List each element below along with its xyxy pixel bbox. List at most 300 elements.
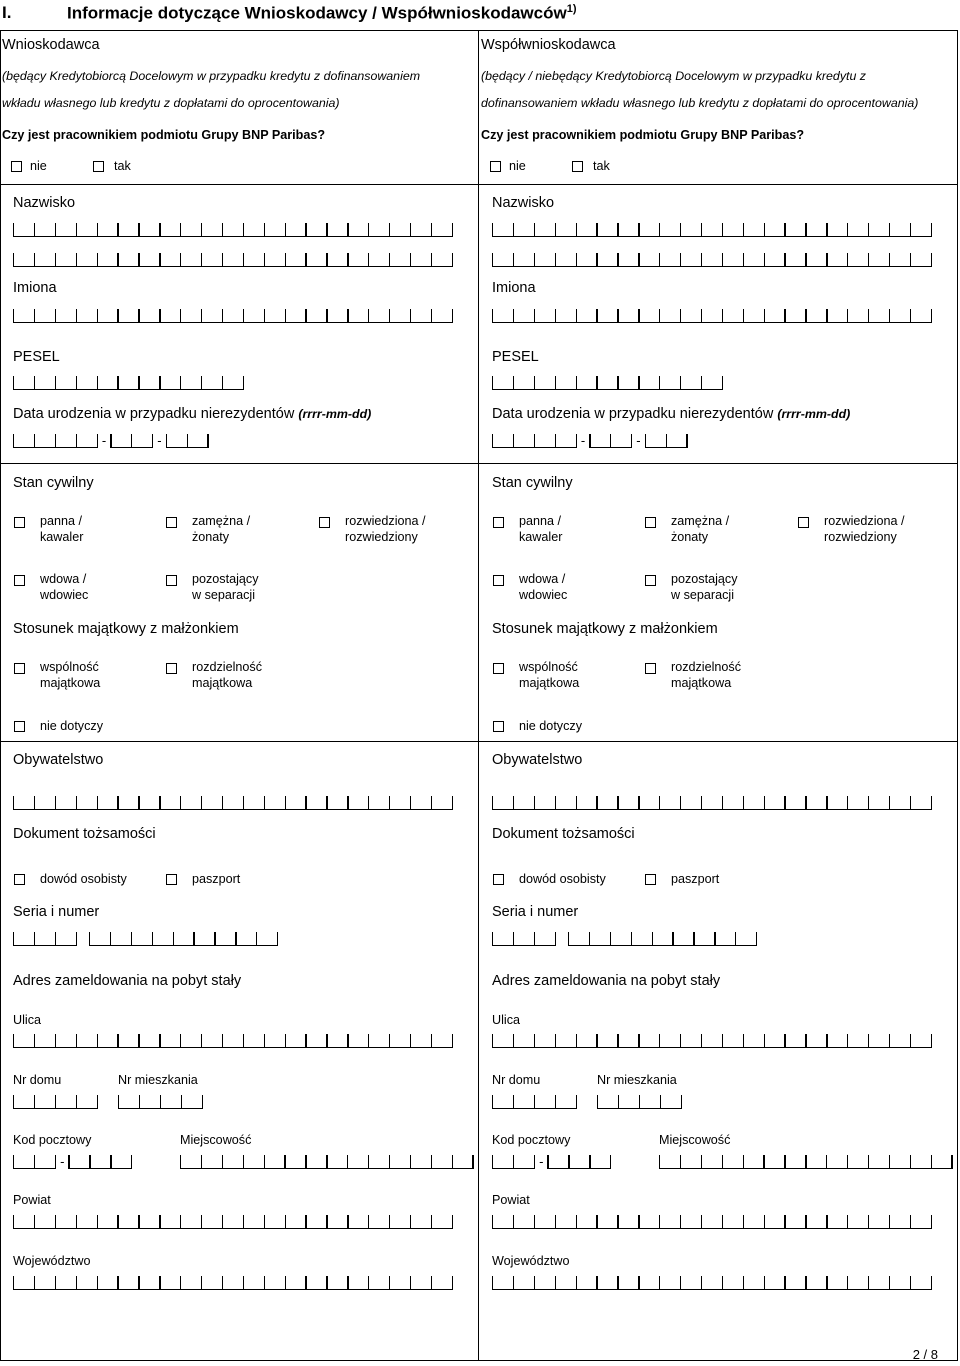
comb-cell[interactable] bbox=[598, 1047, 618, 1048]
comb-cell[interactable] bbox=[132, 447, 152, 448]
comb-cell[interactable] bbox=[744, 809, 764, 810]
comb-cell[interactable] bbox=[493, 1228, 513, 1229]
comb-cell[interactable] bbox=[786, 266, 806, 267]
comb-cell[interactable] bbox=[161, 1228, 181, 1229]
comb-cell[interactable] bbox=[328, 1228, 348, 1229]
comb-cell[interactable] bbox=[98, 389, 118, 390]
co-applicant-postal-code-field-group[interactable] bbox=[492, 1155, 535, 1169]
comb-cell[interactable] bbox=[432, 1047, 452, 1048]
comb-cell[interactable] bbox=[119, 1289, 139, 1290]
comb-cell[interactable] bbox=[77, 1228, 97, 1229]
comb-cell[interactable] bbox=[493, 1047, 513, 1048]
comb-cell[interactable] bbox=[77, 389, 97, 390]
comb-cell[interactable] bbox=[765, 322, 785, 323]
comb-cell[interactable] bbox=[514, 322, 534, 323]
comb-cell[interactable] bbox=[244, 1289, 264, 1290]
comb-cell[interactable] bbox=[640, 322, 660, 323]
comb-cell[interactable] bbox=[827, 1168, 847, 1169]
comb-cell[interactable] bbox=[807, 236, 827, 237]
comb-cell[interactable] bbox=[369, 1168, 389, 1169]
comb-cell[interactable] bbox=[786, 1228, 806, 1229]
comb-cell[interactable] bbox=[35, 809, 55, 810]
applicant-marital-option-4-checkbox[interactable] bbox=[166, 575, 177, 586]
comb-cell[interactable] bbox=[202, 809, 222, 810]
comb-cell[interactable] bbox=[723, 1168, 743, 1169]
comb-cell[interactable] bbox=[140, 1228, 160, 1229]
comb-cell[interactable] bbox=[911, 1168, 931, 1169]
comb-cell[interactable] bbox=[660, 1047, 680, 1048]
comb-cell[interactable] bbox=[161, 809, 181, 810]
co-applicant-voivodeship-field[interactable] bbox=[492, 1276, 932, 1290]
comb-cell[interactable] bbox=[14, 945, 34, 946]
comb-cell[interactable] bbox=[619, 266, 639, 267]
comb-cell[interactable] bbox=[349, 1047, 369, 1048]
comb-cell[interactable] bbox=[390, 1047, 410, 1048]
comb-cell[interactable] bbox=[556, 389, 576, 390]
comb-cell[interactable] bbox=[674, 945, 694, 946]
comb-cell[interactable] bbox=[535, 1289, 555, 1290]
co-applicant-not-applicable-checkbox[interactable] bbox=[493, 721, 504, 732]
comb-cell[interactable] bbox=[56, 389, 76, 390]
comb-cell[interactable] bbox=[411, 266, 431, 267]
comb-cell[interactable] bbox=[681, 266, 701, 267]
comb-cell[interactable] bbox=[848, 809, 868, 810]
comb-cell[interactable] bbox=[577, 1228, 597, 1229]
comb-cell[interactable] bbox=[223, 1228, 243, 1229]
comb-cell[interactable] bbox=[90, 945, 110, 946]
comb-cell[interactable] bbox=[112, 1168, 132, 1169]
comb-cell[interactable] bbox=[223, 322, 243, 323]
comb-cell[interactable] bbox=[390, 809, 410, 810]
comb-cell[interactable] bbox=[56, 322, 76, 323]
comb-cell[interactable] bbox=[848, 236, 868, 237]
comb-cell[interactable] bbox=[535, 945, 555, 946]
comb-cell[interactable] bbox=[848, 1228, 868, 1229]
comb-cell[interactable] bbox=[640, 1289, 660, 1290]
comb-cell[interactable] bbox=[493, 389, 513, 390]
comb-cell[interactable] bbox=[598, 1228, 618, 1229]
comb-cell[interactable] bbox=[140, 266, 160, 267]
comb-cell[interactable] bbox=[77, 809, 97, 810]
comb-cell[interactable] bbox=[577, 266, 597, 267]
co-applicant-employee-yes-checkbox[interactable] bbox=[572, 161, 583, 172]
comb-cell[interactable] bbox=[223, 236, 243, 237]
comb-cell[interactable] bbox=[257, 945, 277, 946]
comb-cell[interactable] bbox=[911, 809, 931, 810]
comb-cell[interactable] bbox=[223, 1168, 243, 1169]
comb-cell[interactable] bbox=[765, 809, 785, 810]
comb-cell[interactable] bbox=[723, 1228, 743, 1229]
comb-cell[interactable] bbox=[182, 1108, 202, 1109]
comb-cell[interactable] bbox=[869, 322, 889, 323]
comb-cell[interactable] bbox=[514, 945, 534, 946]
comb-cell[interactable] bbox=[493, 1289, 513, 1290]
comb-cell[interactable] bbox=[535, 809, 555, 810]
comb-cell[interactable] bbox=[35, 1047, 55, 1048]
comb-cell[interactable] bbox=[681, 322, 701, 323]
co-applicant-series-number-field-group[interactable] bbox=[568, 932, 757, 946]
co-applicant-property-option-1-checkbox[interactable] bbox=[645, 663, 656, 674]
co-applicant-first-names-field[interactable] bbox=[492, 309, 932, 323]
comb-cell[interactable] bbox=[702, 809, 722, 810]
comb-cell[interactable] bbox=[619, 236, 639, 237]
comb-cell[interactable] bbox=[598, 809, 618, 810]
comb-cell[interactable] bbox=[598, 236, 618, 237]
co-applicant-birth-date-field-group[interactable] bbox=[492, 434, 577, 448]
comb-cell[interactable] bbox=[432, 809, 452, 810]
comb-cell[interactable] bbox=[56, 1228, 76, 1229]
applicant-property-option-0-checkbox[interactable] bbox=[14, 663, 25, 674]
comb-cell[interactable] bbox=[56, 1047, 76, 1048]
comb-cell[interactable] bbox=[140, 322, 160, 323]
comb-cell[interactable] bbox=[369, 266, 389, 267]
comb-cell[interactable] bbox=[619, 1108, 639, 1109]
comb-cell[interactable] bbox=[869, 1228, 889, 1229]
comb-cell[interactable] bbox=[577, 322, 597, 323]
applicant-citizenship-field[interactable] bbox=[13, 796, 453, 810]
comb-cell[interactable] bbox=[828, 1289, 848, 1290]
comb-cell[interactable] bbox=[514, 1108, 534, 1109]
comb-cell[interactable] bbox=[390, 266, 410, 267]
comb-cell[interactable] bbox=[591, 447, 611, 448]
comb-cell[interactable] bbox=[98, 1228, 118, 1229]
co-applicant-flat-no-field[interactable] bbox=[597, 1095, 682, 1109]
comb-cell[interactable] bbox=[56, 447, 76, 448]
applicant-pesel-field-group[interactable] bbox=[13, 376, 244, 390]
comb-cell[interactable] bbox=[577, 809, 597, 810]
comb-cell[interactable] bbox=[244, 1228, 264, 1229]
comb-cell[interactable] bbox=[35, 1168, 55, 1169]
comb-cell[interactable] bbox=[119, 322, 139, 323]
comb-cell[interactable] bbox=[265, 236, 285, 237]
comb-cell[interactable] bbox=[619, 389, 639, 390]
comb-cell[interactable] bbox=[556, 1108, 576, 1109]
applicant-surname-field-2[interactable] bbox=[13, 253, 453, 267]
comb-cell[interactable] bbox=[244, 809, 264, 810]
comb-cell[interactable] bbox=[535, 1047, 555, 1048]
comb-cell[interactable] bbox=[307, 266, 327, 267]
comb-cell[interactable] bbox=[161, 389, 181, 390]
comb-cell[interactable] bbox=[828, 809, 848, 810]
comb-cell[interactable] bbox=[14, 447, 34, 448]
applicant-city-field[interactable] bbox=[180, 1155, 474, 1169]
co-applicant-series-number-field-group[interactable] bbox=[492, 932, 556, 946]
co-applicant-citizenship-field[interactable] bbox=[492, 796, 932, 810]
comb-cell[interactable] bbox=[786, 1047, 806, 1048]
comb-cell[interactable] bbox=[661, 1108, 681, 1109]
comb-cell[interactable] bbox=[56, 236, 76, 237]
applicant-postal-code-field-group[interactable] bbox=[13, 1155, 56, 1169]
comb-cell[interactable] bbox=[514, 1289, 534, 1290]
comb-cell[interactable] bbox=[286, 809, 306, 810]
applicant-series-number-field[interactable] bbox=[13, 932, 278, 946]
comb-cell[interactable] bbox=[369, 236, 389, 237]
comb-cell[interactable] bbox=[514, 1047, 534, 1048]
comb-cell[interactable] bbox=[56, 1289, 76, 1290]
comb-cell[interactable] bbox=[577, 236, 597, 237]
comb-cell[interactable] bbox=[723, 236, 743, 237]
applicant-passport-checkbox[interactable] bbox=[166, 874, 177, 885]
comb-cell[interactable] bbox=[369, 1289, 389, 1290]
applicant-pesel-field[interactable] bbox=[13, 376, 244, 390]
comb-cell[interactable] bbox=[98, 322, 118, 323]
comb-cell[interactable] bbox=[807, 1047, 827, 1048]
applicant-street-field[interactable] bbox=[13, 1034, 453, 1048]
comb-cell[interactable] bbox=[98, 809, 118, 810]
comb-cell[interactable] bbox=[286, 1228, 306, 1229]
comb-cell[interactable] bbox=[702, 236, 722, 237]
co-applicant-surname-field-1[interactable] bbox=[492, 223, 932, 237]
applicant-birth-date-field[interactable] bbox=[13, 434, 209, 448]
comb-cell[interactable] bbox=[77, 322, 97, 323]
comb-cell[interactable] bbox=[70, 1168, 90, 1169]
comb-cell[interactable] bbox=[619, 1047, 639, 1048]
comb-cell[interactable] bbox=[848, 1168, 868, 1169]
co-applicant-voivodeship-field-group[interactable] bbox=[492, 1276, 932, 1290]
comb-cell[interactable] bbox=[723, 1289, 743, 1290]
comb-cell[interactable] bbox=[869, 236, 889, 237]
comb-cell[interactable] bbox=[181, 389, 201, 390]
comb-cell[interactable] bbox=[14, 236, 34, 237]
comb-cell[interactable] bbox=[681, 1228, 701, 1229]
comb-cell[interactable] bbox=[848, 1289, 868, 1290]
comb-cell[interactable] bbox=[77, 1289, 97, 1290]
comb-cell[interactable] bbox=[556, 809, 576, 810]
comb-cell[interactable] bbox=[369, 809, 389, 810]
co-applicant-street-field[interactable] bbox=[492, 1034, 932, 1048]
comb-cell[interactable] bbox=[660, 389, 680, 390]
comb-cell[interactable] bbox=[765, 236, 785, 237]
comb-cell[interactable] bbox=[640, 1228, 660, 1229]
comb-cell[interactable] bbox=[890, 1047, 910, 1048]
comb-cell[interactable] bbox=[577, 1289, 597, 1290]
comb-cell[interactable] bbox=[569, 945, 589, 946]
comb-cell[interactable] bbox=[349, 1289, 369, 1290]
comb-cell[interactable] bbox=[35, 1289, 55, 1290]
applicant-property-option-1-checkbox[interactable] bbox=[166, 663, 177, 674]
comb-cell[interactable] bbox=[111, 945, 131, 946]
comb-cell[interactable] bbox=[890, 236, 910, 237]
comb-cell[interactable] bbox=[723, 809, 743, 810]
comb-cell[interactable] bbox=[786, 236, 806, 237]
comb-cell[interactable] bbox=[188, 447, 208, 448]
comb-cell[interactable] bbox=[411, 236, 431, 237]
applicant-house-no-field-group[interactable] bbox=[13, 1095, 98, 1109]
comb-cell[interactable] bbox=[702, 266, 722, 267]
comb-cell[interactable] bbox=[702, 322, 722, 323]
comb-cell[interactable] bbox=[307, 1168, 327, 1169]
comb-cell[interactable] bbox=[514, 447, 534, 448]
comb-cell[interactable] bbox=[98, 266, 118, 267]
co-applicant-property-option-0-checkbox[interactable] bbox=[493, 663, 504, 674]
applicant-voivodeship-field-group[interactable] bbox=[13, 1276, 453, 1290]
comb-cell[interactable] bbox=[14, 322, 34, 323]
co-applicant-street-field-group[interactable] bbox=[492, 1034, 932, 1048]
comb-cell[interactable] bbox=[890, 1228, 910, 1229]
co-applicant-postal-code-field-group[interactable] bbox=[547, 1155, 611, 1169]
comb-cell[interactable] bbox=[307, 1047, 327, 1048]
comb-cell[interactable] bbox=[556, 1047, 576, 1048]
comb-cell[interactable] bbox=[598, 266, 618, 267]
comb-cell[interactable] bbox=[702, 1047, 722, 1048]
comb-cell[interactable] bbox=[869, 809, 889, 810]
comb-cell[interactable] bbox=[493, 1168, 513, 1169]
comb-cell[interactable] bbox=[265, 809, 285, 810]
comb-cell[interactable] bbox=[140, 809, 160, 810]
comb-cell[interactable] bbox=[619, 1228, 639, 1229]
comb-cell[interactable] bbox=[591, 1168, 611, 1169]
comb-cell[interactable] bbox=[432, 236, 452, 237]
comb-cell[interactable] bbox=[453, 1168, 473, 1169]
comb-cell[interactable] bbox=[432, 266, 452, 267]
comb-cell[interactable] bbox=[493, 236, 513, 237]
comb-cell[interactable] bbox=[681, 236, 701, 237]
applicant-flat-no-field-group[interactable] bbox=[118, 1095, 203, 1109]
comb-cell[interactable] bbox=[223, 1289, 243, 1290]
comb-cell[interactable] bbox=[56, 1108, 76, 1109]
comb-cell[interactable] bbox=[535, 1228, 555, 1229]
comb-cell[interactable] bbox=[736, 945, 756, 946]
co-applicant-city-field-group[interactable] bbox=[659, 1155, 953, 1169]
comb-cell[interactable] bbox=[765, 1047, 785, 1048]
comb-cell[interactable] bbox=[98, 1289, 118, 1290]
comb-cell[interactable] bbox=[807, 1168, 827, 1169]
comb-cell[interactable] bbox=[619, 1289, 639, 1290]
comb-cell[interactable] bbox=[723, 322, 743, 323]
comb-cell[interactable] bbox=[35, 389, 55, 390]
comb-cell[interactable] bbox=[307, 236, 327, 237]
comb-cell[interactable] bbox=[556, 322, 576, 323]
comb-cell[interactable] bbox=[14, 809, 34, 810]
comb-cell[interactable] bbox=[77, 266, 97, 267]
comb-cell[interactable] bbox=[328, 322, 348, 323]
comb-cell[interactable] bbox=[181, 1289, 201, 1290]
comb-cell[interactable] bbox=[598, 1289, 618, 1290]
comb-cell[interactable] bbox=[307, 322, 327, 323]
comb-cell[interactable] bbox=[716, 945, 736, 946]
comb-cell[interactable] bbox=[328, 1289, 348, 1290]
applicant-citizenship-field-group[interactable] bbox=[13, 796, 453, 810]
comb-cell[interactable] bbox=[493, 322, 513, 323]
comb-cell[interactable] bbox=[611, 447, 631, 448]
comb-cell[interactable] bbox=[514, 1228, 534, 1229]
comb-cell[interactable] bbox=[119, 236, 139, 237]
comb-cell[interactable] bbox=[744, 1168, 764, 1169]
comb-cell[interactable] bbox=[77, 236, 97, 237]
co-applicant-flat-no-field-group[interactable] bbox=[597, 1095, 682, 1109]
comb-cell[interactable] bbox=[744, 1289, 764, 1290]
comb-cell[interactable] bbox=[828, 1228, 848, 1229]
comb-cell[interactable] bbox=[328, 236, 348, 237]
applicant-county-field-group[interactable] bbox=[13, 1215, 453, 1229]
comb-cell[interactable] bbox=[153, 945, 173, 946]
comb-cell[interactable] bbox=[702, 1168, 722, 1169]
comb-cell[interactable] bbox=[77, 1047, 97, 1048]
comb-cell[interactable] bbox=[493, 266, 513, 267]
comb-cell[interactable] bbox=[807, 266, 827, 267]
comb-cell[interactable] bbox=[493, 945, 513, 946]
co-applicant-surname-field-2[interactable] bbox=[492, 253, 932, 267]
comb-cell[interactable] bbox=[807, 1228, 827, 1229]
comb-cell[interactable] bbox=[660, 322, 680, 323]
applicant-county-field[interactable] bbox=[13, 1215, 453, 1229]
comb-cell[interactable] bbox=[590, 945, 610, 946]
comb-cell[interactable] bbox=[56, 809, 76, 810]
comb-cell[interactable] bbox=[828, 236, 848, 237]
comb-cell[interactable] bbox=[119, 1228, 139, 1229]
comb-cell[interactable] bbox=[223, 1047, 243, 1048]
co-applicant-passport-checkbox[interactable] bbox=[645, 874, 656, 885]
applicant-street-field-group[interactable] bbox=[13, 1034, 453, 1048]
co-applicant-pesel-field-group[interactable] bbox=[492, 376, 723, 390]
comb-cell[interactable] bbox=[244, 1047, 264, 1048]
comb-cell[interactable] bbox=[640, 809, 660, 810]
comb-cell[interactable] bbox=[848, 1047, 868, 1048]
applicant-not-applicable-checkbox[interactable] bbox=[14, 721, 25, 732]
comb-cell[interactable] bbox=[181, 322, 201, 323]
comb-cell[interactable] bbox=[140, 1047, 160, 1048]
comb-cell[interactable] bbox=[890, 1289, 910, 1290]
comb-cell[interactable] bbox=[223, 809, 243, 810]
comb-cell[interactable] bbox=[161, 1108, 181, 1109]
comb-cell[interactable] bbox=[432, 1168, 452, 1169]
comb-cell[interactable] bbox=[932, 1168, 952, 1169]
comb-cell[interactable] bbox=[286, 266, 306, 267]
comb-cell[interactable] bbox=[411, 322, 431, 323]
comb-cell[interactable] bbox=[119, 266, 139, 267]
comb-cell[interactable] bbox=[723, 1047, 743, 1048]
comb-cell[interactable] bbox=[869, 1047, 889, 1048]
comb-cell[interactable] bbox=[556, 1289, 576, 1290]
comb-cell[interactable] bbox=[432, 322, 452, 323]
comb-cell[interactable] bbox=[765, 1289, 785, 1290]
comb-cell[interactable] bbox=[744, 1228, 764, 1229]
co-applicant-birth-date-field-group[interactable] bbox=[589, 434, 632, 448]
co-applicant-employee-no-checkbox[interactable] bbox=[490, 161, 501, 172]
applicant-marital-option-0-checkbox[interactable] bbox=[14, 517, 25, 528]
comb-cell[interactable] bbox=[237, 945, 257, 946]
comb-cell[interactable] bbox=[265, 322, 285, 323]
comb-cell[interactable] bbox=[660, 266, 680, 267]
comb-cell[interactable] bbox=[681, 389, 701, 390]
comb-cell[interactable] bbox=[35, 322, 55, 323]
comb-cell[interactable] bbox=[14, 1047, 34, 1048]
comb-cell[interactable] bbox=[493, 447, 513, 448]
comb-cell[interactable] bbox=[349, 236, 369, 237]
comb-cell[interactable] bbox=[681, 1289, 701, 1290]
comb-cell[interactable] bbox=[119, 1108, 139, 1109]
comb-cell[interactable] bbox=[307, 1228, 327, 1229]
comb-cell[interactable] bbox=[35, 1108, 55, 1109]
comb-cell[interactable] bbox=[223, 266, 243, 267]
comb-cell[interactable] bbox=[640, 266, 660, 267]
comb-cell[interactable] bbox=[181, 1168, 201, 1169]
comb-cell[interactable] bbox=[77, 1108, 97, 1109]
applicant-city-field-group[interactable] bbox=[180, 1155, 474, 1169]
comb-cell[interactable] bbox=[369, 322, 389, 323]
applicant-marital-option-2-checkbox[interactable] bbox=[319, 517, 330, 528]
comb-cell[interactable] bbox=[911, 236, 931, 237]
applicant-flat-no-field[interactable] bbox=[118, 1095, 203, 1109]
comb-cell[interactable] bbox=[98, 1047, 118, 1048]
comb-cell[interactable] bbox=[598, 389, 618, 390]
comb-cell[interactable] bbox=[369, 1228, 389, 1229]
comb-cell[interactable] bbox=[181, 236, 201, 237]
comb-cell[interactable] bbox=[660, 236, 680, 237]
comb-cell[interactable] bbox=[890, 1168, 910, 1169]
applicant-house-no-field[interactable] bbox=[13, 1095, 98, 1109]
applicant-id-card-checkbox[interactable] bbox=[14, 874, 25, 885]
